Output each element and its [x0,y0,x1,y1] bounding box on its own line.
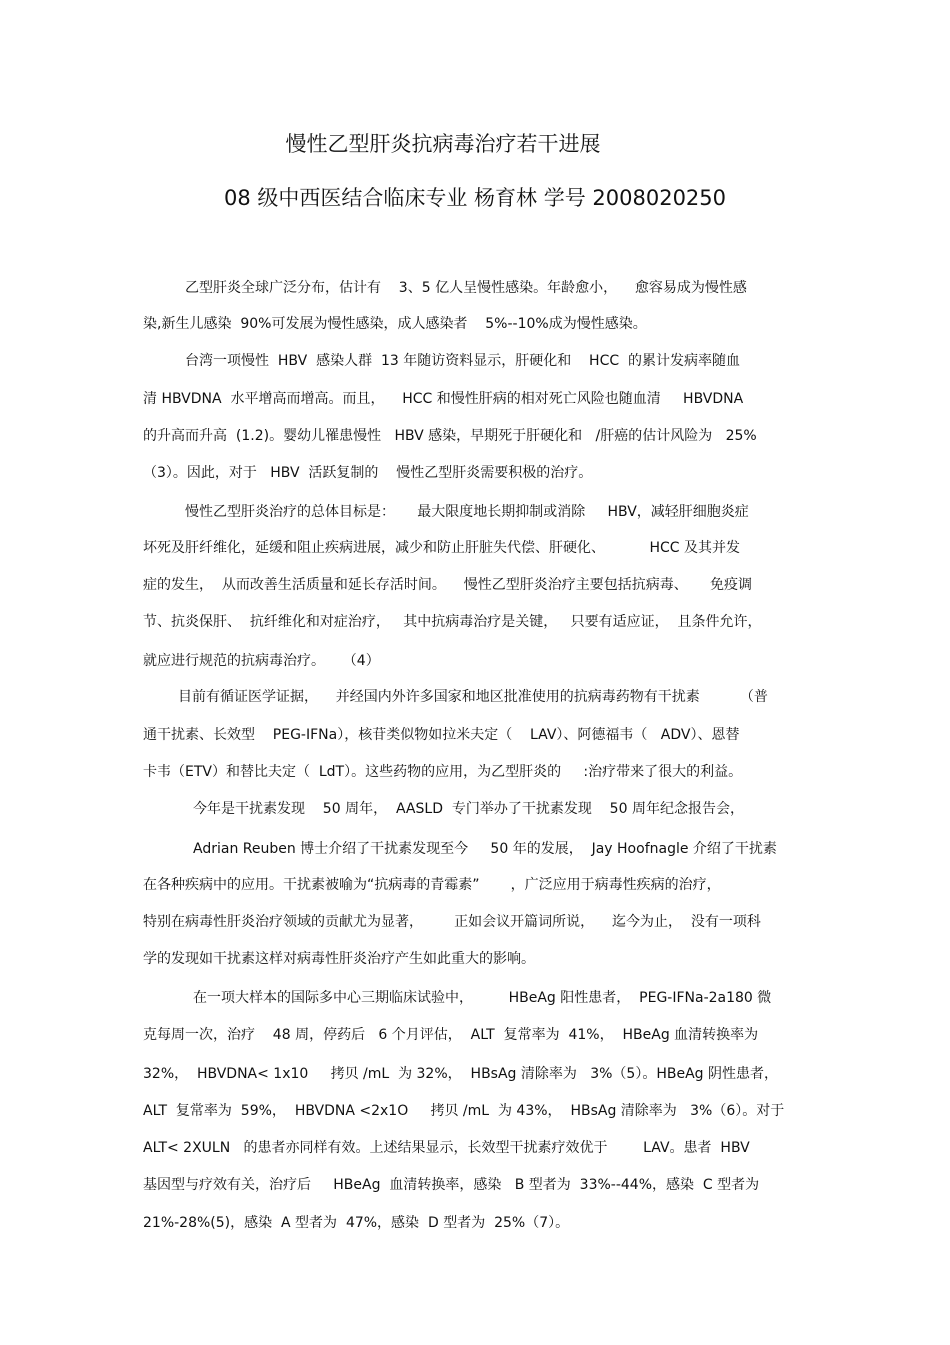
body-line: 坏死及肝纤维化，延缓和阻止疾病进展，减少和防止肝脏失代偿、肝硬化、 HCC 及其并发 [143,540,741,556]
body-line: 症的发生， 从而改善生活质量和延长存活时间。 慢性乙型肝炎治疗主要包括抗病毒、 免疫调 [143,577,752,593]
body-line: 在各种疾病中的应用。干扰素被喻为“抗病毒的青霉素” ，广泛应用于病毒性疾病的治疗， [143,877,721,893]
body-line: 在一项大样本的国际多中心三期临床试验中， HBeAg 阳性患者， PEG-IFNa-2a180 微 [193,990,772,1006]
body-line: （3）。因此，对于 HBV 活跃复制的 慢性乙型肝炎需要积极的治疗。 [143,465,593,481]
body-line: 目前有循证医学证据， 并经国内外许多国家和地区批准使用的抗病毒药物有干扰素 （普 [178,689,768,705]
body-line: 通干扰素、长效型 PEG-IFNa），核苷类似物如拉米夫定（ LAV）、阿德福韦（ ADV）、恩替 [143,727,740,743]
body-line: 就应进行规范的抗病毒治疗。 （4） [143,653,380,669]
body-line: ALT 复常率为 59%， HBVDNA <2x1O 拷贝 /mL 为 43%， HBsAg 清除率为 3%（6）。对于 [143,1103,785,1119]
body-line: 节、抗炎保肝、 抗纤维化和对症治疗， 其中抗病毒治疗是关键， 只要有适应证， 且条件允许， [143,614,762,630]
body-line: 染,新生儿感染 90%可发展为慢性感染，成人感染者 5%--10%成为慢性感染。 [143,316,647,332]
body-line: 乙型肝炎全球广泛分布，估计有 3、5 亿人呈慢性感染。年龄愈小， 愈容易成为慢性感 [185,280,747,296]
body-line: 32%， HBVDNA< 1x10 拷贝 /mL 为 32%， HBsAg 清除率为 3%（5）。HBeAg 阴性患者， [143,1066,779,1082]
document-title: 慢性乙型肝炎抗病毒治疗若干进展 [285,132,601,156]
body-line: 台湾一项慢性 HBV 感染人群 13 年随访资料显示，肝硬化和 HCC 的累计发病率随血 [185,353,741,369]
body-line: 克每周一次，治疗 48 周，停药后 6 个月评估， ALT 复常率为 41%， HBeAg 血清转换率为 [143,1027,759,1043]
body-line: 今年是干扰素发现 50 周年， AASLD 专门举办了干扰素发现 50 周年纪念报告会， [193,801,744,817]
body-line: 特别在病毒性肝炎治疗领域的贡献尤为显著， 正如会议开篇词所说， 迄今为止， 没有一项科 [143,914,761,930]
body-line: 学的发现如干扰素这样对病毒性肝炎治疗产生如此重大的影响。 [143,951,535,967]
author-line: 08 级中西医结合临床专业 杨育林 学号 2008020250 [223,186,727,210]
body-line: 21%-28%(5)，感染 A 型者为 47%，感染 D 型者为 25%（7）。 [143,1215,570,1231]
body-line: 的升高而升高 (1.2)。婴幼儿罹患慢性 HBV 感染，早期死于肝硬化和 /肝癌的估计风险为 25% [143,428,757,444]
body-line: Adrian Reuben 博士介绍了干扰素发现至今 50 年的发展， Jay Hoofnagle 介绍了干扰素 [193,841,777,857]
body-line: ALT< 2XULN 的患者亦同样有效。上述结果显示，长效型干扰素疗效优于 LAV。患者 HBV [143,1140,750,1156]
body-line: 慢性乙型肝炎治疗的总体目标是： 最大限度地长期抑制或消除 HBV，减轻肝细胞炎症 [185,504,749,520]
body-line: 清 HBVDNA 水平增高而增高。而且， HCC 和慢性肝病的相对死亡风险也随血清 HBVDNA [143,391,744,407]
body-line: 卡韦（ETV）和替比夫定（ LdT）。这些药物的应用，为乙型肝炎的 :治疗带来了很大的利益。 [143,764,743,780]
body-line: 基因型与疗效有关，治疗后 HBeAg 血清转换率，感染 B 型者为 33%--44%，感染 C 型者为 [143,1177,760,1193]
